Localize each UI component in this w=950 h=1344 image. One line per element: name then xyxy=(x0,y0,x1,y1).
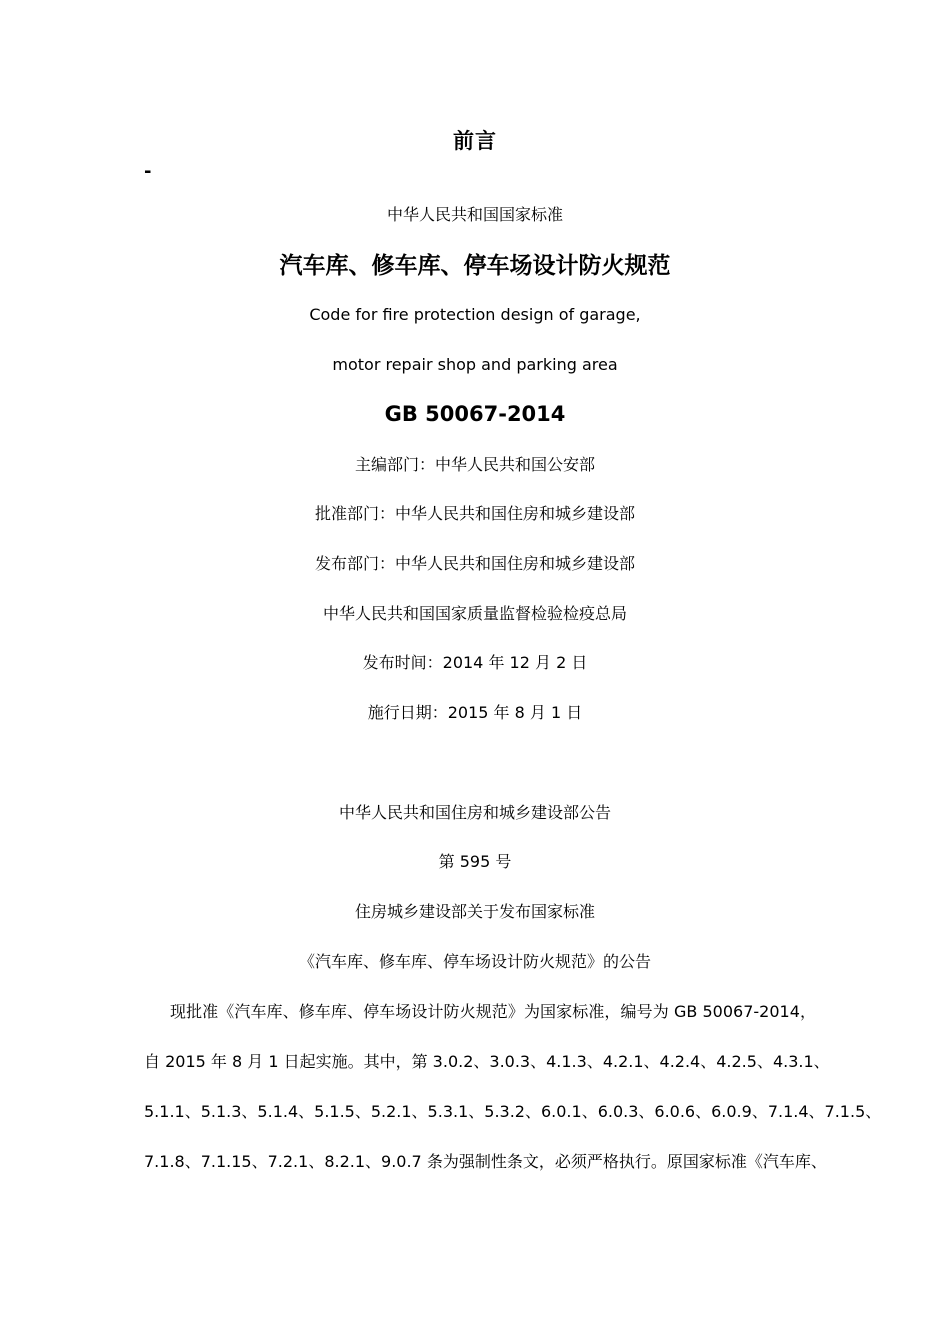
effective-date: 施行日期：2015 年 8 月 1 日 xyxy=(367,703,583,722)
approving-department: 批准部门：中华人民共和国住房和城乡建设部 xyxy=(314,504,635,523)
document-title-cn: 汽车库、修车库、停车场设计防火规范 xyxy=(279,253,671,279)
announcement-subject-line-1: 住房城乡建设部关于发布国家标准 xyxy=(354,902,595,921)
announcement-body-line: 7.1.8、7.1.15、7.2.1、8.2.1、9.0.7 条为强制性条文，必须严格执行。原国家标准《汽车库、 xyxy=(144,1152,827,1171)
publishing-department-2: 中华人民共和国国家质量监督检验检疫总局 xyxy=(322,604,627,623)
chief-editor-department: 主编部门：中华人民共和国公安部 xyxy=(354,455,595,474)
document-title-en-line-2: motor repair shop and parking area xyxy=(332,355,618,374)
national-standard-label: 中华人民共和国国家标准 xyxy=(386,205,563,224)
publishing-department: 发布部门：中华人民共和国住房和城乡建设部 xyxy=(314,554,635,573)
announcement-subject-line-2: 《汽车库、修车库、停车场设计防火规范》的公告 xyxy=(298,952,651,971)
announcement-body-line: 现批准《汽车库、修车库、停车场设计防火规范》为国家标准，编号为 GB 50067-2014， xyxy=(170,1002,816,1021)
announcement-body-line: 自 2015 年 8 月 1 日起实施。其中，第 3.0.2、3.0.3、4.1.3、4.2.1、4.2.4、4.2.5、4.3.1、 xyxy=(144,1052,830,1071)
standard-code: GB 50067-2014 xyxy=(384,402,566,426)
release-date: 发布时间：2014 年 12 月 2 日 xyxy=(362,653,588,672)
announcement-body-line: 5.1.1、5.1.3、5.1.4、5.1.5、5.2.1、5.3.1、5.3.2、6.0.1、6.0.3、6.0.6、6.0.9、7.1.4、7.1.5、 xyxy=(144,1102,882,1121)
preface-heading: 前言 xyxy=(453,129,497,153)
document-title-en-line-1: Code for fire protection design of garage, xyxy=(309,305,641,324)
announcement-number: 第 595 号 xyxy=(438,852,512,871)
dash-mark: - xyxy=(144,161,152,182)
announcement-issuer: 中华人民共和国住房和城乡建设部公告 xyxy=(338,803,611,822)
